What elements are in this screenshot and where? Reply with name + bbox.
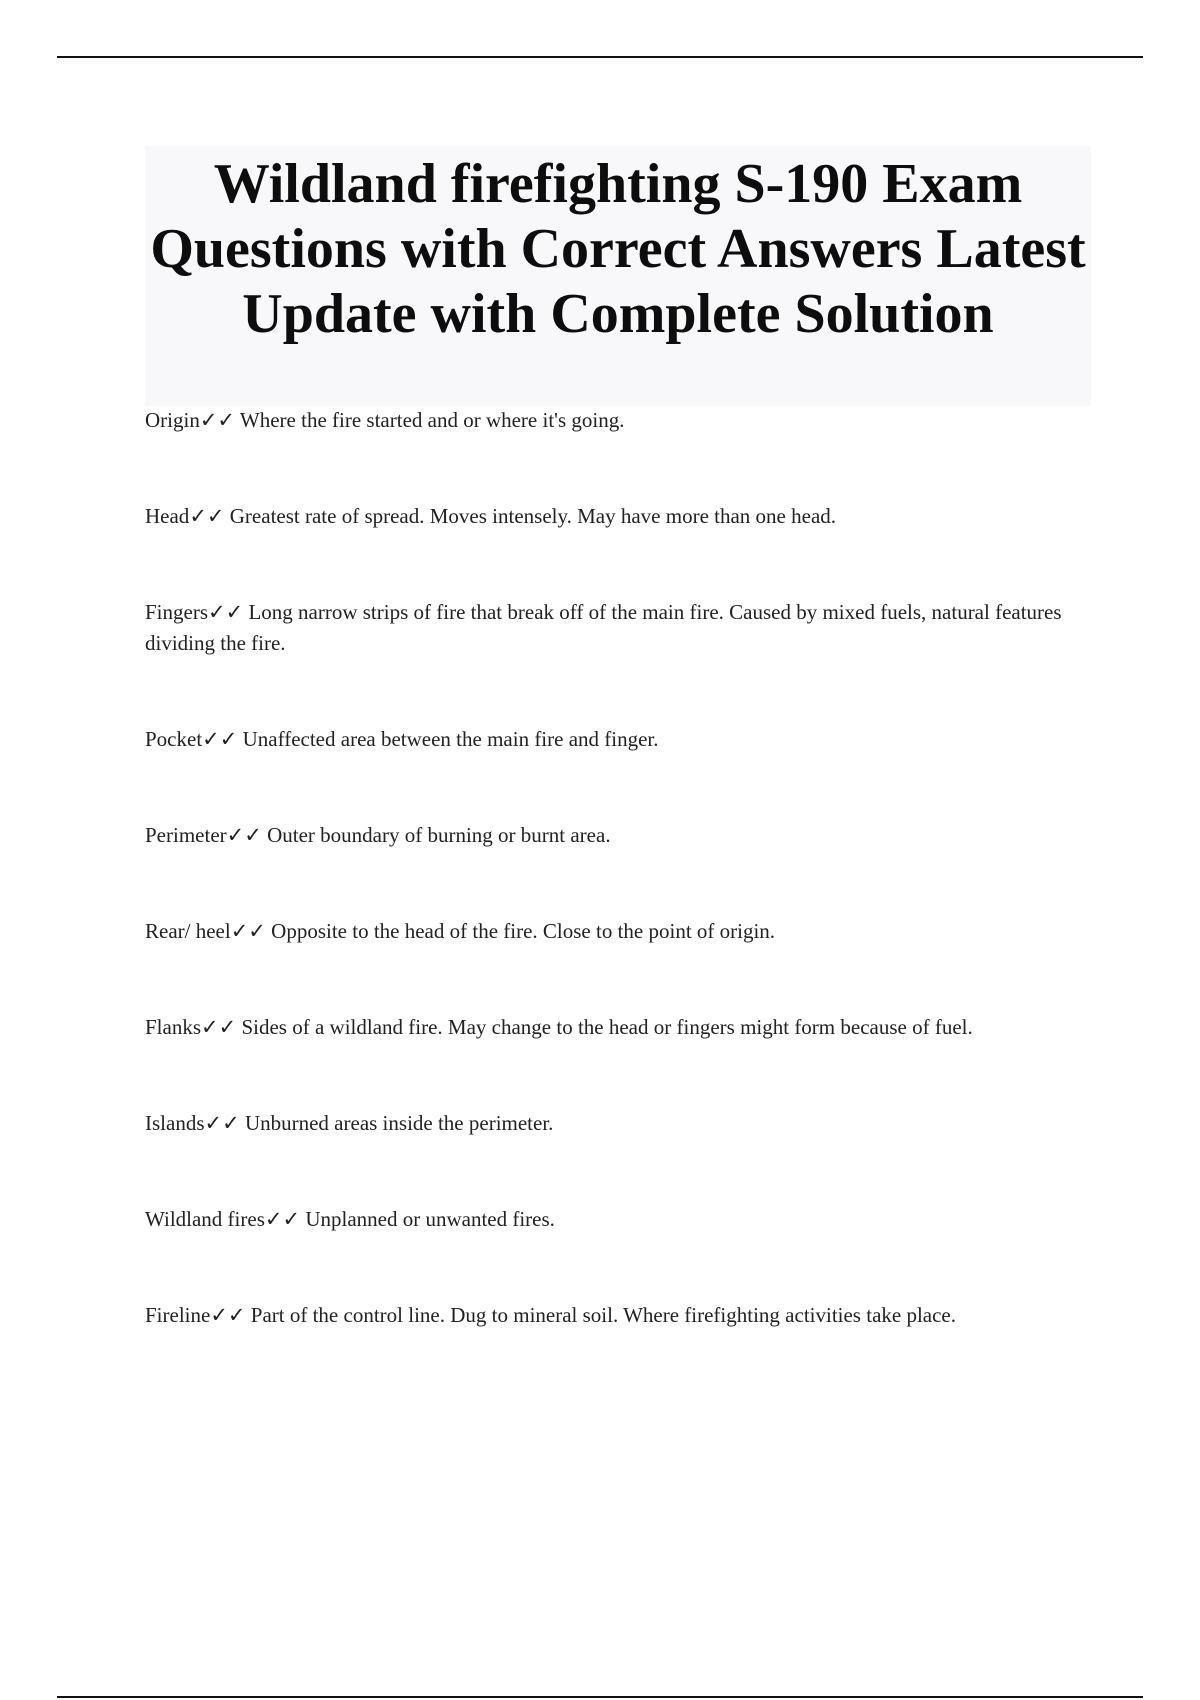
- entry-definition: Unaffected area between the main fire and finger.: [242, 727, 659, 751]
- check-mark-icon: ✓✓: [199, 408, 236, 432]
- check-mark-icon: ✓✓: [189, 504, 225, 528]
- entry-definition: Outer boundary of burning or burnt area.: [267, 823, 611, 847]
- entry-definition: Greatest rate of spread. Moves intensely. May have more than one head.: [229, 504, 837, 528]
- top-rule: [57, 56, 1143, 58]
- entry-definition: Unplanned or unwanted fires.: [305, 1207, 555, 1231]
- check-mark-icon: ✓✓: [264, 1207, 301, 1231]
- entry-flanks: [145, 1012, 1091, 1043]
- check-mark-icon: ✓✓: [202, 727, 238, 751]
- entry-pocket: [145, 724, 1091, 755]
- entry-wildland-fires: [145, 1204, 1091, 1235]
- entry-definition: Opposite to the head of the fire. Close to the point of origin.: [271, 919, 776, 943]
- entry-definition: Sides of a wildland fire. May change to the head or fingers might form because of fuel.: [241, 1015, 973, 1039]
- entry-perimeter: [145, 820, 1091, 851]
- entry-term: Origin: [145, 408, 200, 432]
- bottom-rule: [57, 1696, 1143, 1698]
- check-mark-icon: ✓✓: [201, 1015, 237, 1039]
- entry-rear-heel: [145, 916, 1091, 947]
- check-mark-icon: ✓✓: [226, 823, 262, 847]
- entry-definition: Where the fire started and or where it's going.: [239, 408, 625, 432]
- check-mark-icon: ✓✓: [204, 1111, 240, 1135]
- entry-term: Wildland fires: [145, 1207, 265, 1231]
- entry-head: [145, 501, 1091, 532]
- entry-term: Fingers: [145, 600, 208, 624]
- entry-term: Fireline: [145, 1303, 211, 1327]
- entry-definition: Part of the control line. Dug to mineral soil. Where firefighting activities take place.: [250, 1303, 957, 1327]
- entry-definition: Long narrow strips of fire that break off of the main fire. Caused by mixed fuels, natural features dividing the fire.: [145, 600, 1062, 655]
- entry-islands: [145, 1108, 1091, 1139]
- entry-term: Head: [145, 504, 190, 528]
- entry-term: Perimeter: [145, 823, 227, 847]
- entry-definition: Unburned areas inside the perimeter.: [244, 1111, 554, 1135]
- entry-origin: [145, 405, 1091, 436]
- check-mark-icon: ✓✓: [208, 600, 244, 624]
- entry-fingers: [145, 597, 1091, 659]
- entry-term: Islands: [145, 1111, 205, 1135]
- document-title: Wildland firefighting S-190 Exam Questions with Correct Answers Latest Update with Complete Solution: [150, 153, 1086, 345]
- entry-fireline: [145, 1300, 1091, 1331]
- title-banner: [145, 146, 1091, 406]
- entries-list: [145, 405, 1091, 1331]
- check-mark-icon: ✓✓: [230, 919, 266, 943]
- check-mark-icon: ✓✓: [210, 1303, 246, 1327]
- entry-term: Flanks: [145, 1015, 202, 1039]
- entry-term: Rear/ heel: [145, 919, 231, 943]
- entry-term: Pocket: [145, 727, 203, 751]
